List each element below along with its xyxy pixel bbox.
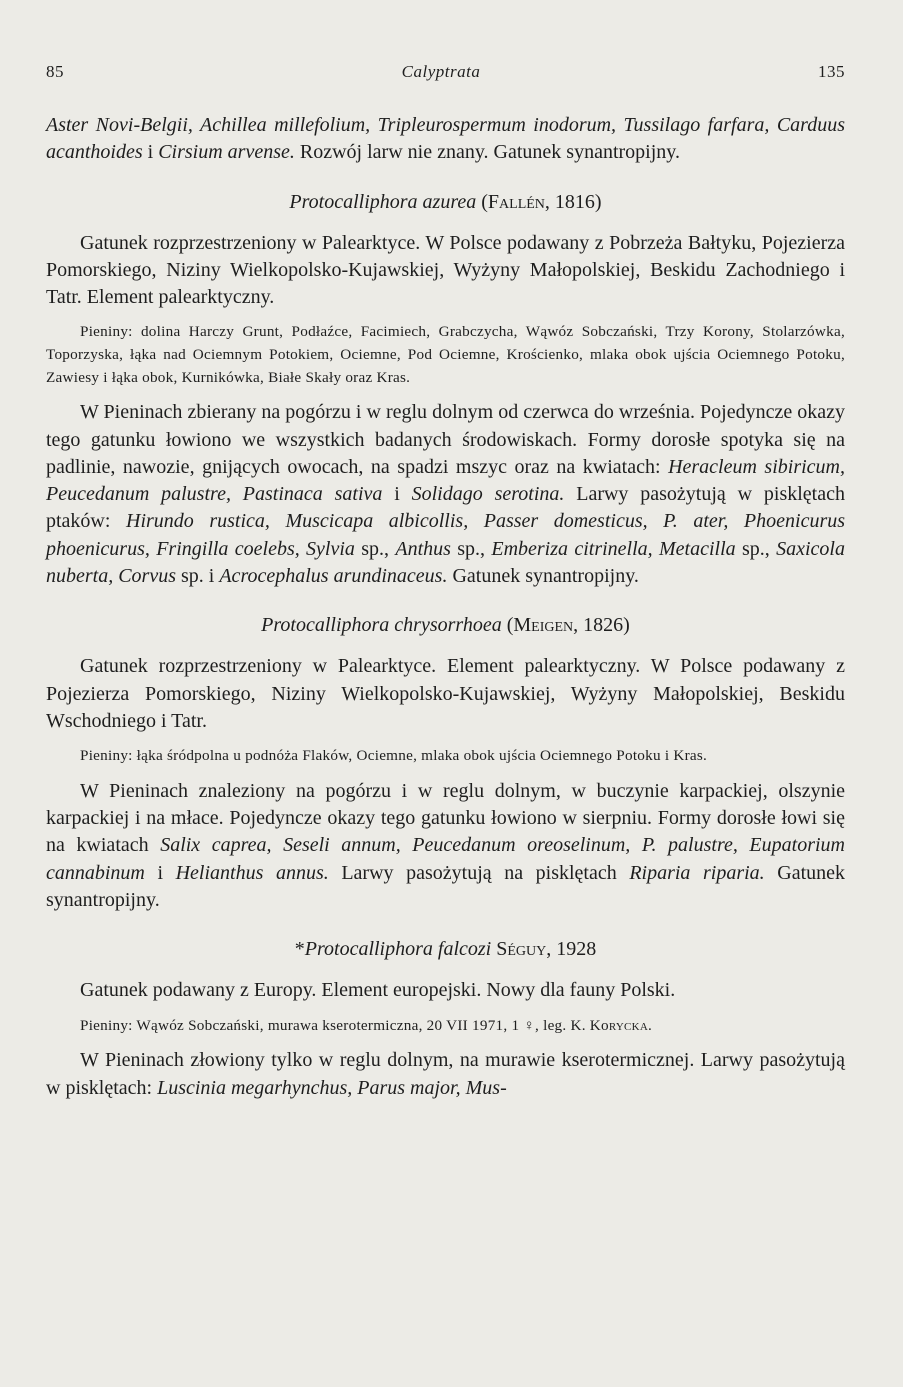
taxon-name: Riparia riparia. <box>629 861 765 884</box>
body-paragraph <box>46 230 845 312</box>
locality-list <box>46 1015 845 1038</box>
text-run: ( <box>501 614 514 637</box>
text-run: W Pieninach zbierany na pogórzu i w reglu dolnym od czerwca do września. Pojedyncze okazy tego gatunku łowiono we wszystkich badanych środowiskach. Formy dorosłe spotyka się na padlinie, nawozie, gnijących owocach, na spadzi mszyc oraz na kwiatach: <box>46 401 845 478</box>
text-run: i <box>382 483 412 506</box>
text-run: i <box>144 861 176 884</box>
text-run: sp., <box>735 537 777 560</box>
left-page-number: 85 <box>46 62 64 81</box>
text-run: , 1816) <box>544 190 602 213</box>
taxon-name: Solidago serotina. <box>411 483 565 506</box>
author-name: Meigen <box>513 614 574 637</box>
taxon-name: Aster Novi-Belgii, Achillea millefolium, Tripleurospermum inodorum, Tussilago farfara, Carduus acanthoides <box>46 114 845 164</box>
text-run: Larwy pasożytują na pisklętach <box>328 861 630 884</box>
taxon-name: Helianthus annus. <box>175 861 329 884</box>
text-run: Pieniny: dolina Harczy Grunt, Podłaźce, Facimiech, Grabczycha, Wąwóz Sobczański, Trzy Korony, Stolarzówka, Toporzyska, łąka nad Ociemnym Potokiem, Ociemne, Pod Ociemne, Krościenko, mlaka obok ujścia Ociemnego Potoku, Zawiesy i łąka obok, Kurnikówka, Białe Skały oraz Kras. <box>46 323 845 386</box>
text-run: sp. i <box>176 565 220 588</box>
body-paragraph <box>46 1047 845 1102</box>
taxon-name: Cirsium arvense. <box>158 141 295 164</box>
text-run: Gatunek rozprzestrzeniony w Palearktyce. Element palearktyczny. W Polsce podawany z Pojezierza Pomorskiego, Niziny Wielkopolsko-Kujawskiej, Wyżyny Małopolskiej, Beskidu Wschodniego i Tatr. <box>46 655 845 732</box>
text-run: Gatunek rozprzestrzeniony w Palearktyce. W Polsce podawany z Pobrzeża Bałtyku, Pojezierza Pomorskiego, Niziny Wielkopolsko-Kujawskiej, Wyżyny Małopolskiej, Beskidu Zachodniego i Tatr. Element palearktyczny. <box>46 231 845 309</box>
taxon-name: Acrocephalus arundinaceus. <box>219 565 448 588</box>
taxon-name: Emberiza citrinella, Metacilla <box>491 537 736 560</box>
body-paragraph <box>46 653 845 735</box>
text-run: Gatunek synantropijny. <box>46 861 846 912</box>
taxon-name: Salix caprea, Seseli annum, Peucedanum oreoselinum, P. palustre, Eupatorium cannabinum <box>46 834 845 884</box>
locality-list <box>46 321 845 389</box>
author-name: rycka <box>608 1016 649 1034</box>
body-paragraph <box>46 977 845 1004</box>
body-paragraph <box>46 399 845 590</box>
text-run: . <box>648 1016 653 1034</box>
page-body <box>46 112 845 1102</box>
text-run: Gatunek synantropijny. <box>447 565 639 588</box>
taxon-name: Luscinia megarhynchus, Parus major, Mus- <box>157 1076 507 1099</box>
taxon-name: Hirundo rustica, Muscicapa albicollis, Passer domesticus, P. ater, Phoenicurus phoenicurus, Fringilla coelebs, Sylvia <box>46 510 846 560</box>
species-heading <box>46 936 845 963</box>
text-run: , 1826) <box>573 614 630 637</box>
taxon-name: Saxicola nuberta, Corvus <box>46 537 845 588</box>
text-run: i <box>142 141 159 164</box>
taxon-name: Protocalliphora falcozi <box>304 938 492 961</box>
locality-list <box>46 745 845 768</box>
taxon-name: Heracleum sibiricum, Peucedanum palustre, Pastinaca sativa <box>46 455 845 506</box>
author-name: Fallén <box>487 190 545 213</box>
taxon-name: Protocalliphora chrysorrhoea <box>261 614 502 637</box>
text-run: Pieniny: Wąwóz Sobczański, murawa kserotermiczna, 20 VII 1971, 1 ♀, leg. K. Ko <box>80 1016 609 1034</box>
body-paragraph <box>46 112 845 167</box>
text-run: Gatunek podawany z Europy. Element europejski. Nowy dla fauny Polski. <box>80 979 676 1002</box>
page-header <box>46 62 845 82</box>
text-run: sp., <box>450 537 492 560</box>
text-run: Larwy pasożytują w pisklętach ptaków: <box>46 483 845 533</box>
text-run: Pieniny: łąka śródpolna u podnóża Flaków, Ociemne, mlaka obok ujścia Ociemnego Potoku i Kras. <box>80 747 708 765</box>
species-heading <box>46 189 845 216</box>
text-run: W Pieninach złowiony tylko w reglu dolnym, na murawie kserotermicznej. Larwy pasożytują w pisklętach: <box>46 1049 845 1099</box>
right-page-number: 135 <box>817 62 845 81</box>
species-heading <box>46 612 845 639</box>
taxon-name: Anthus <box>395 537 451 560</box>
text-run: , 1928 <box>546 938 597 961</box>
text-run: * <box>294 938 305 961</box>
text-run: W Pieninach znaleziony na pogórzu i w reglu dolnym, w buczynie karpackiej, olszynie karpackiej i na młace. Pojedyncze okazy tego gatunku łowiono w sierpniu. Formy dorosłe łowi się na kwiatach <box>46 779 845 857</box>
text-run: sp., <box>354 537 396 560</box>
body-paragraph <box>46 778 845 914</box>
author-name: Séguy <box>496 938 547 961</box>
text-run: Rozwój larw nie znany. Gatunek synantropijny. <box>294 141 680 164</box>
taxon-name: Protocalliphora azurea <box>289 190 477 213</box>
text-run: ( <box>476 190 488 213</box>
running-title: Calyptrata <box>401 62 481 81</box>
